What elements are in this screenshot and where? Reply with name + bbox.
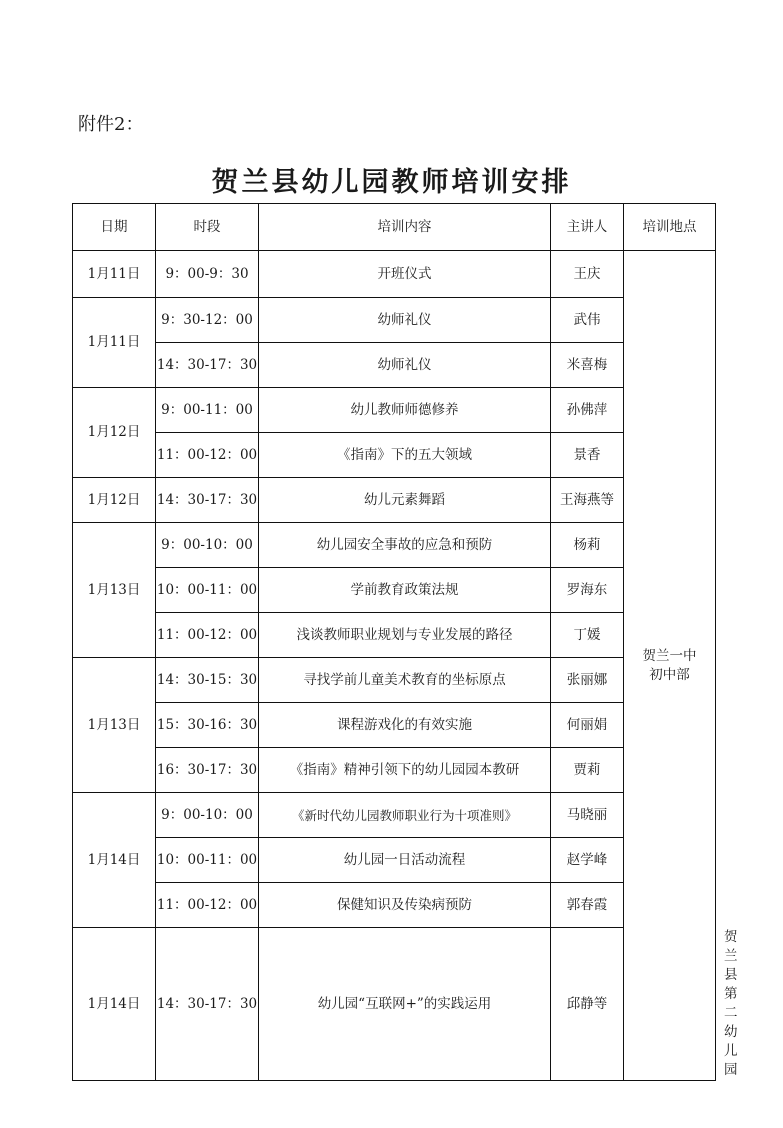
header-location: 培训地点 bbox=[624, 204, 716, 251]
content-cell: 幼儿教师师德修养 bbox=[259, 388, 551, 433]
content-cell: 课程游戏化的有效实施 bbox=[259, 703, 551, 748]
content-cell: 寻找学前儿童美术教育的坐标原点 bbox=[259, 658, 551, 703]
table-row bbox=[73, 793, 716, 838]
header-date: 日期 bbox=[73, 204, 156, 251]
table-row bbox=[73, 703, 716, 748]
time-cell: 11：00-12：00 bbox=[156, 433, 259, 478]
content-cell: 《指南》下的五大领域 bbox=[259, 433, 551, 478]
time-cell: 11：00-12：00 bbox=[156, 883, 259, 928]
date-cell: 1月12日 bbox=[73, 478, 156, 523]
schedule-table bbox=[72, 203, 738, 1081]
content-cell: 《指南》精神引领下的幼儿园园本教研 bbox=[259, 748, 551, 793]
table-row bbox=[73, 343, 716, 388]
date-cell: 1月14日 bbox=[73, 928, 156, 1081]
time-cell: 15：30-16：30 bbox=[156, 703, 259, 748]
table-row bbox=[73, 613, 716, 658]
table-row bbox=[73, 568, 716, 613]
content-cell: 学前教育政策法规 bbox=[259, 568, 551, 613]
content-cell: 幼儿园安全事故的应急和预防 bbox=[259, 523, 551, 568]
header-period: 时段 bbox=[156, 204, 259, 251]
table-row bbox=[73, 658, 716, 703]
content-cell: 开班仪式 bbox=[259, 251, 551, 298]
time-cell: 9：00-11：00 bbox=[156, 388, 259, 433]
content-cell: 幼儿元素舞蹈 bbox=[259, 478, 551, 523]
time-cell: 16：30-17：30 bbox=[156, 748, 259, 793]
table-row bbox=[73, 478, 716, 523]
speaker-cell: 王庆 bbox=[551, 251, 624, 298]
speaker-cell: 罗海东 bbox=[551, 568, 624, 613]
header-row bbox=[73, 204, 716, 251]
table-row bbox=[73, 838, 716, 883]
speaker-cell: 米喜梅 bbox=[551, 343, 624, 388]
content-cell: 幼师礼仪 bbox=[259, 343, 551, 388]
time-cell: 9：00-9：30 bbox=[156, 251, 259, 298]
speaker-cell: 丁媛 bbox=[551, 613, 624, 658]
header-speaker: 主讲人 bbox=[551, 204, 624, 251]
table-row bbox=[73, 523, 716, 568]
page-title: 贺兰县幼儿园教师培训安排 bbox=[211, 167, 572, 198]
table-row: 1月14日 14：30-17：30 幼儿园“互联网+”的实践运用 邱静等 贺兰县第二幼儿园 bbox=[73, 928, 716, 1081]
date-cell: 1月12日 bbox=[73, 388, 156, 478]
time-cell: 10：00-11：00 bbox=[156, 568, 259, 613]
time-cell: 10：00-11：00 bbox=[156, 838, 259, 883]
speaker-cell: 景香 bbox=[551, 433, 624, 478]
speaker-cell: 武伟 bbox=[551, 298, 624, 343]
table-row bbox=[73, 251, 716, 298]
content-cell: 浅谈教师职业规划与专业发展的路径 bbox=[259, 613, 551, 658]
speaker-cell: 张丽娜 bbox=[551, 658, 624, 703]
content-cell: 保健知识及传染病预防 bbox=[259, 883, 551, 928]
speaker-cell: 孙佛萍 bbox=[551, 388, 624, 433]
speaker-cell: 邱静等 bbox=[551, 928, 624, 1081]
content-cell: 《新时代幼儿园教师职业行为十项准则》 bbox=[259, 793, 551, 838]
time-cell: 9：30-12：00 bbox=[156, 298, 259, 343]
date-cell: 1月11日 bbox=[73, 251, 156, 298]
speaker-cell: 杨莉 bbox=[551, 523, 624, 568]
speaker-cell: 赵学峰 bbox=[551, 838, 624, 883]
table-row bbox=[73, 388, 716, 433]
time-cell: 9：00-10：00 bbox=[156, 523, 259, 568]
date-cell: 1月13日 bbox=[73, 658, 156, 793]
time-cell: 11：00-12：00 bbox=[156, 613, 259, 658]
time-cell: 14：30-17：30 bbox=[156, 343, 259, 388]
date-cell: 1月14日 bbox=[73, 793, 156, 928]
table-row bbox=[73, 433, 716, 478]
table-row bbox=[73, 298, 716, 343]
attachment-label: 附件2： bbox=[78, 114, 144, 135]
speaker-cell: 何丽娟 bbox=[551, 703, 624, 748]
table-row bbox=[73, 748, 716, 793]
speaker-cell: 马晓丽 bbox=[551, 793, 624, 838]
speaker-cell: 郭春霞 bbox=[551, 883, 624, 928]
header-content: 培训内容 bbox=[259, 204, 551, 251]
time-cell: 14：30-17：30 bbox=[156, 478, 259, 523]
content-cell: 幼儿园“互联网+”的实践运用 bbox=[259, 928, 551, 1081]
time-cell: 9：00-10：00 bbox=[156, 793, 259, 838]
speaker-cell: 贾莉 bbox=[551, 748, 624, 793]
time-cell: 14：30-15：30 bbox=[156, 658, 259, 703]
date-cell: 1月11日 bbox=[73, 298, 156, 388]
speaker-cell: 王海燕等 bbox=[551, 478, 624, 523]
date-cell: 1月13日 bbox=[73, 523, 156, 658]
location-cell-main: 贺兰一中初中部 bbox=[624, 251, 716, 1081]
time-cell: 14：30-17：30 bbox=[156, 928, 259, 1081]
content-cell: 幼师礼仪 bbox=[259, 298, 551, 343]
content-cell: 幼儿园一日活动流程 bbox=[259, 838, 551, 883]
table-row bbox=[73, 883, 716, 928]
